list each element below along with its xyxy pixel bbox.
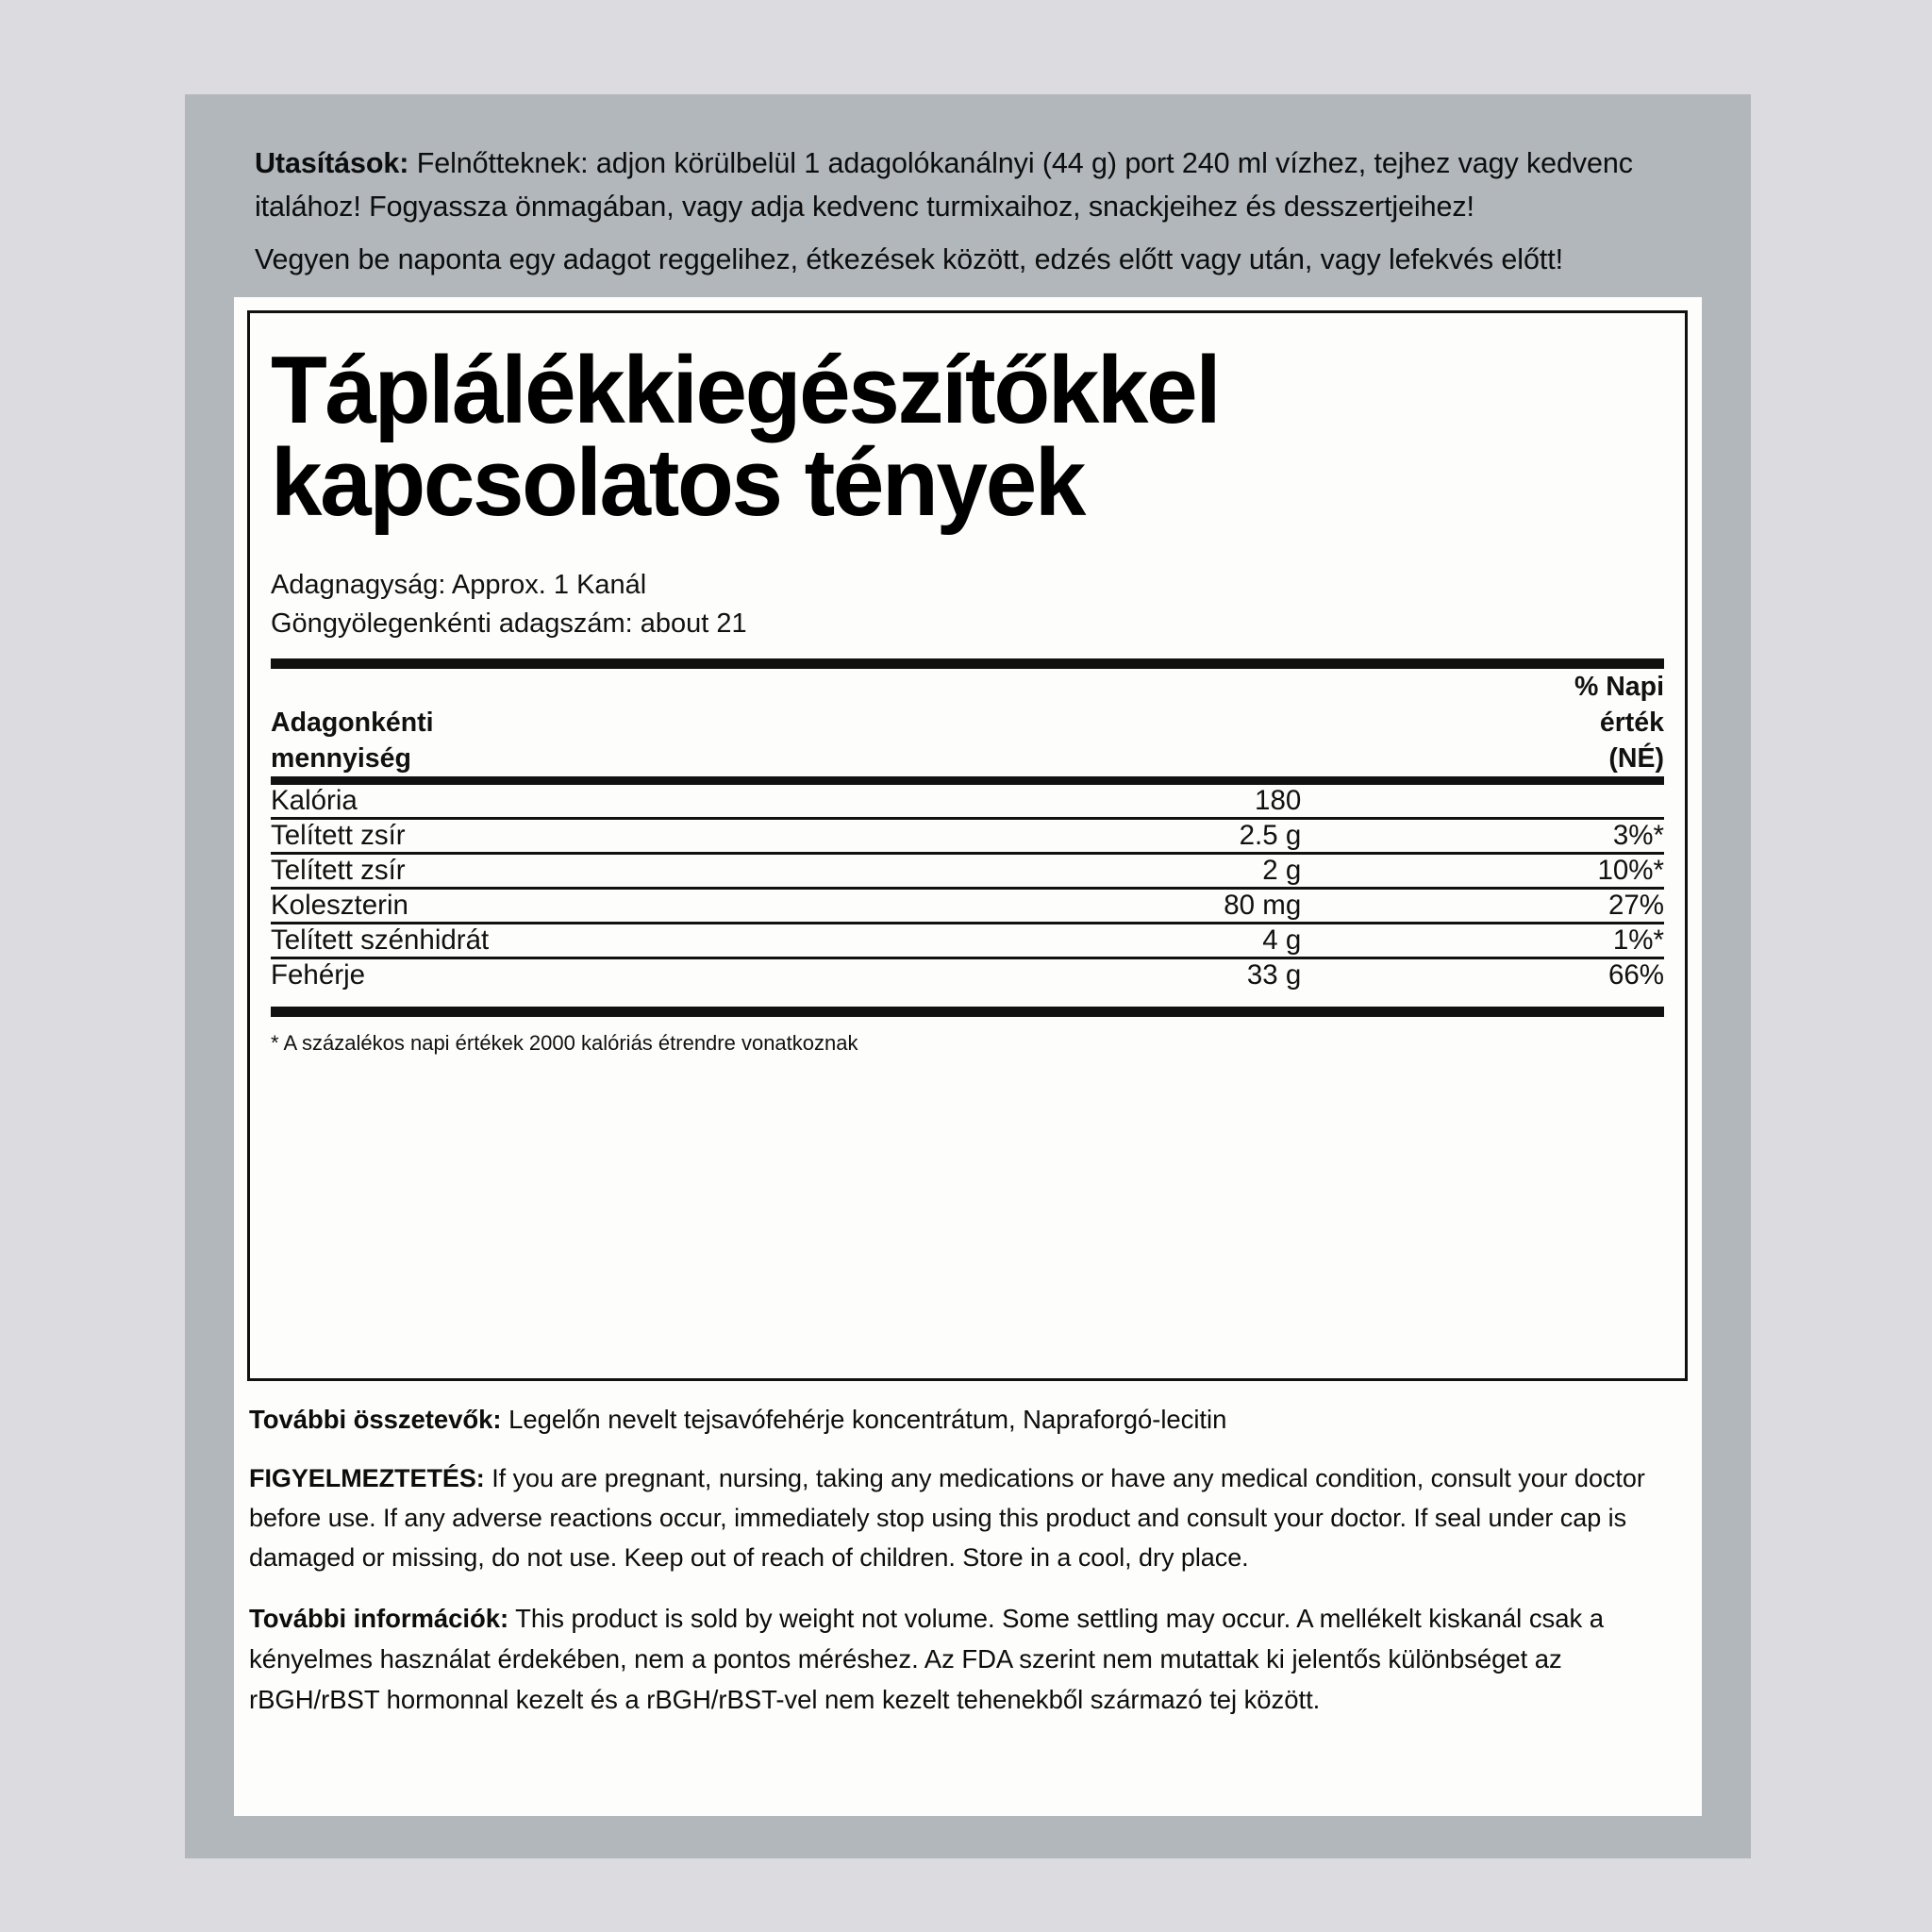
serving-info — [271, 566, 1664, 643]
other-ingredients-section — [249, 1399, 1664, 1440]
directions-section — [255, 142, 1651, 285]
nutrient-name: Telített zsír — [271, 819, 406, 851]
nutrient-name: Telített szénhidrát — [271, 924, 490, 956]
warning-section — [249, 1458, 1664, 1577]
nutrient-amount: 2.5 g — [1239, 819, 1302, 851]
nutrition-table-body — [271, 776, 1664, 991]
nutrient-daily-value: 1%* — [1612, 924, 1664, 956]
header-amount-per-serving — [271, 669, 883, 776]
facts-title-line-2: kapcsolatos tények — [271, 429, 1085, 536]
table-row — [271, 959, 1664, 991]
nutrient-daily-value — [1412, 785, 1664, 817]
supplement-facts-title — [271, 338, 1623, 536]
divider-top-thick — [271, 658, 1664, 669]
more-info-text: This product is sold by weight not volume. Some settling may occur. A mellékelt kiskanál csak a kényelmes használat érdekében, nem a pontos méréshez. Az FDA szerint nem mutattak ki jelentős különbséget az rBGH/rBST hormonnal kezelt és a rBGH/rBST-vel nem kezelt tehenekből származó tej között. — [249, 1604, 1604, 1714]
warning-label: FIGYELMEZTETÉS: — [249, 1464, 485, 1492]
nutrient-daily-value: 66% — [1607, 958, 1664, 991]
separator-line — [271, 776, 1664, 785]
header-dv-line-1: % Napi — [1574, 671, 1664, 702]
nutrient-amount: 4 g — [1262, 924, 1302, 956]
header-dv-line-2: érték — [1599, 707, 1664, 738]
daily-value-footnote: * A százalékos napi értékek 2000 kalóriás étrendre vonatkoznak — [271, 1030, 858, 1055]
directions-label: Utasítások: — [255, 147, 409, 179]
warning-text: If you are pregnant, nursing, taking any medications or have any medical condition, consult your doctor before use. If any adverse reactions occur, immediately stop using this product and consult your doctor. If seal under cap is damaged or missing, do not use. Keep out of reach of children. Store in a cool, dry place. — [249, 1464, 1645, 1572]
table-row — [271, 785, 1664, 817]
divider-bottom-thick — [271, 1007, 1664, 1017]
nutrient-daily-value: 3%* — [1612, 819, 1664, 851]
directions-paragraph-1 — [255, 142, 1651, 228]
other-ingredients-label: További összetevők: — [249, 1405, 502, 1434]
nutrient-amount: 33 g — [1246, 958, 1302, 991]
nutrient-daily-value: 10%* — [1597, 854, 1664, 886]
supplement-facts-panel — [234, 297, 1702, 1816]
nutrient-name: Kalória — [271, 784, 358, 816]
more-info-label: További információk: — [249, 1604, 509, 1633]
nutrient-amount: 2 g — [1262, 854, 1302, 886]
product-label-card — [185, 94, 1751, 1858]
more-info-section — [249, 1598, 1664, 1720]
nutrient-name: Koleszterin — [271, 889, 408, 921]
facts-title-line-1: Táplálékkiegészítőkkel — [271, 338, 1220, 443]
label-text-sections — [249, 1399, 1664, 1720]
servings-per-container: Göngyölegenkénti adagszám: about 21 — [271, 608, 747, 639]
nutrient-name: Fehérje — [271, 958, 366, 991]
nutrient-daily-value: 27% — [1607, 889, 1664, 921]
nutrient-amount: 180 — [1255, 784, 1302, 816]
table-row — [271, 924, 1664, 957]
header-dv-line-3: (NÉ) — [1608, 742, 1664, 774]
table-row — [271, 855, 1664, 887]
supplement-facts-box — [247, 310, 1688, 1381]
nutrition-table — [271, 669, 1664, 991]
serving-size: Adagnagyság: Approx. 1 Kanál — [271, 569, 647, 600]
table-row — [271, 820, 1664, 852]
other-ingredients-text: Legelőn nevelt tejsavófehérje koncentrátum, Napraforgó-lecitin — [501, 1405, 1227, 1434]
header-amount-line-1: Adagonkénti — [271, 707, 434, 738]
directions-paragraph-2: Vegyen be naponta egy adagot reggelihez, étkezések között, edzés előtt vagy után, vagy lefekvés előtt! — [255, 243, 1563, 275]
table-header-row — [271, 669, 1664, 776]
nutrient-name: Telített zsír — [271, 854, 406, 886]
table-row — [271, 890, 1664, 922]
directions-text-1: Felnőtteknek: adjon körülbelül 1 adagolókanálnyi (44 g) port 240 ml vízhez, tejhez vagy kedvenc italához! Fogyassza önmagában, vagy adja kedvenc turmixaihoz, snackjeihez és desszertjeihez! — [255, 147, 1633, 223]
header-amount-line-2: mennyiség — [271, 742, 411, 774]
header-spacer — [883, 669, 1412, 776]
header-daily-value — [1412, 669, 1664, 776]
table-row-separator — [271, 776, 1664, 785]
separator-cell — [271, 776, 1664, 785]
nutrient-amount: 80 mg — [1224, 889, 1302, 921]
